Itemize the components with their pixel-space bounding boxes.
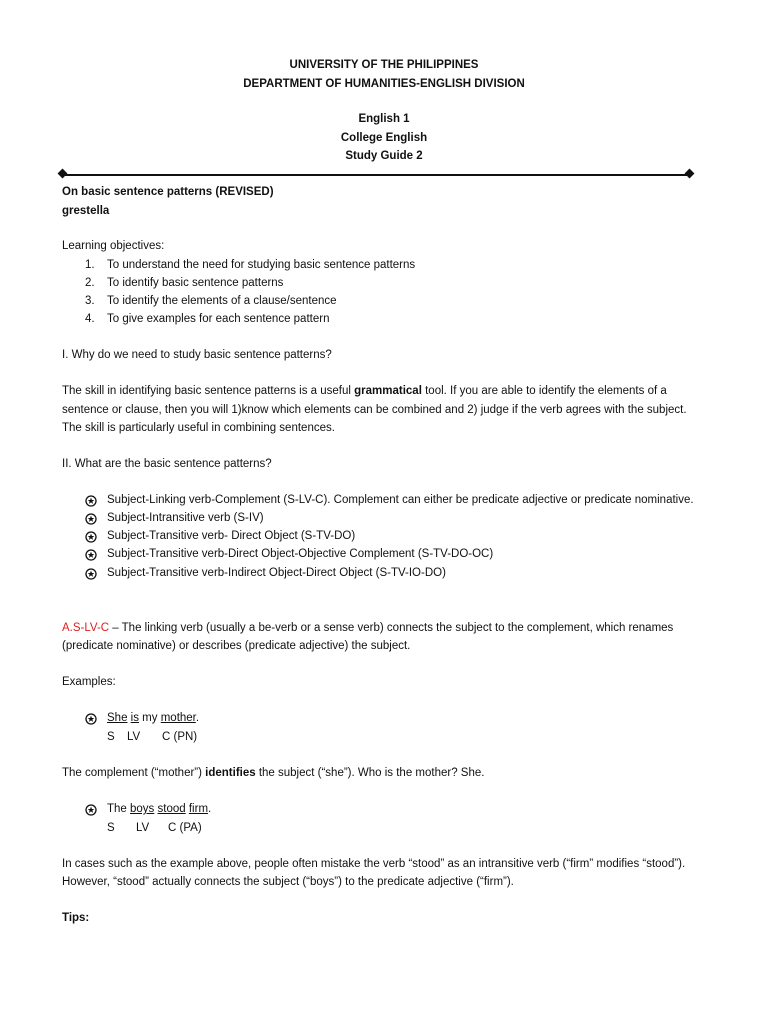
pattern-item: Subject-Linking verb-Complement (S-LV-C). Complement can either be predicate adjective or predicate nominative. [107,494,694,506]
example-2-tag-verb: LV [136,822,150,834]
course-subtitle: College English [340,132,428,144]
example-1-tag-verb: LV [127,731,141,743]
author-name: grestella [62,205,110,217]
example-1-tag-subject: S [107,731,115,743]
objective-item: To identify basic sentence patterns [107,277,284,289]
verb-word: is [130,712,139,724]
text-run: The [107,803,131,815]
course-name: English 1 [358,113,410,125]
circled-star-bullet-icon [85,549,97,561]
complement-word: firm [188,803,209,815]
objective-number: 1. [85,259,95,271]
complement-word: mother [160,712,196,724]
circled-star-bullet-icon [85,513,97,525]
study-guide-label: Study Guide 2 [345,150,423,162]
text-run: tool. If you are able to identify the elements of a [421,385,667,397]
section-1-paragraph-line-1 [62,385,667,397]
example-2-tag-subject: S [107,822,115,834]
example-2-note-line-2: However, “stood” actually connects the subject (“boys”) to the predicate adjective (“firm”). [62,876,514,888]
bold-term: identifies [205,767,256,779]
section-a-line-2: (predicate nominative) or describes (predicate adjective) the subject. [62,640,411,652]
example-1-tag-complement: C (PN) [162,731,198,743]
example-2-sentence [107,803,211,815]
objective-number: 3. [85,295,95,307]
example-2-note-line-1: In cases such as the example above, people often mistake the verb “stood” as an intransitive verb (“firm” modifies “stood”). [62,858,686,870]
verb-word: stood [157,803,186,815]
bold-term: grammatical [354,385,422,397]
text-run: . [208,803,212,815]
department-name: DEPARTMENT OF HUMANITIES-ENGLISH DIVISION [243,78,525,90]
text-run: the subject (“she”). Who is the mother? She. [255,767,485,779]
text-run: . [195,712,200,724]
section-a-label: A.S-LV-C [62,622,110,634]
text-run: The complement (“mother”) [62,767,206,779]
pattern-item: Subject-Transitive verb-Direct Object-Objective Complement (S-TV-DO-OC) [107,548,494,560]
circled-star-bullet-icon [85,713,97,725]
examples-heading: Examples: [62,676,116,688]
subject-word: boys [130,803,155,815]
tips-heading: Tips: [62,912,90,924]
pattern-item: Subject-Transitive verb-Indirect Object-Direct Object (S-TV-IO-DO) [107,567,446,579]
section-2-heading: II. What are the basic sentence patterns? [62,458,272,470]
university-name: UNIVERSITY OF THE PHILIPPINES [289,59,479,71]
example-1-sentence [107,712,199,724]
circled-star-bullet-icon [85,531,97,543]
section-1-paragraph-line-2: sentence or clause, then you will 1)know which elements can be combined and 2) judge if the verb agrees with the subject. [62,404,687,416]
section-1-heading: I. Why do we need to study basic sentence patterns? [62,349,332,361]
section-1-paragraph-line-3: The skill is particularly useful in combining sentences. [62,422,335,434]
example-1-note [62,767,484,779]
objective-number: 4. [85,313,95,325]
section-a-line-1 [62,622,673,634]
pattern-item: Subject-Intransitive verb (S-IV) [107,512,264,524]
objective-number: 2. [85,277,95,289]
text-run: The skill in identifying basic sentence patterns is a useful [62,385,355,397]
circled-star-bullet-icon [85,804,97,816]
objective-item: To understand the need for studying basic sentence patterns [107,259,416,271]
divider-right-diamond-icon [685,169,695,179]
text-run: my [138,712,161,724]
circled-star-bullet-icon [85,568,97,580]
objective-item: To identify the elements of a clause/sentence [107,295,337,307]
objectives-heading: Learning objectives: [62,240,165,252]
objective-item: To give examples for each sentence pattern [107,313,330,325]
circled-star-bullet-icon [85,495,97,507]
pattern-item: Subject-Transitive verb- Direct Object (S-TV-DO) [107,530,356,542]
divider-left-diamond-icon [58,169,68,179]
example-2-tag-complement: C (PA) [168,822,202,834]
subject-word: She [107,712,128,724]
text-run: – The linking verb (usually a be-verb or a sense verb) connects the subject to the complement, which renames [109,622,674,634]
header-divider [62,174,690,176]
document-title: On basic sentence patterns (REVISED) [62,186,274,198]
